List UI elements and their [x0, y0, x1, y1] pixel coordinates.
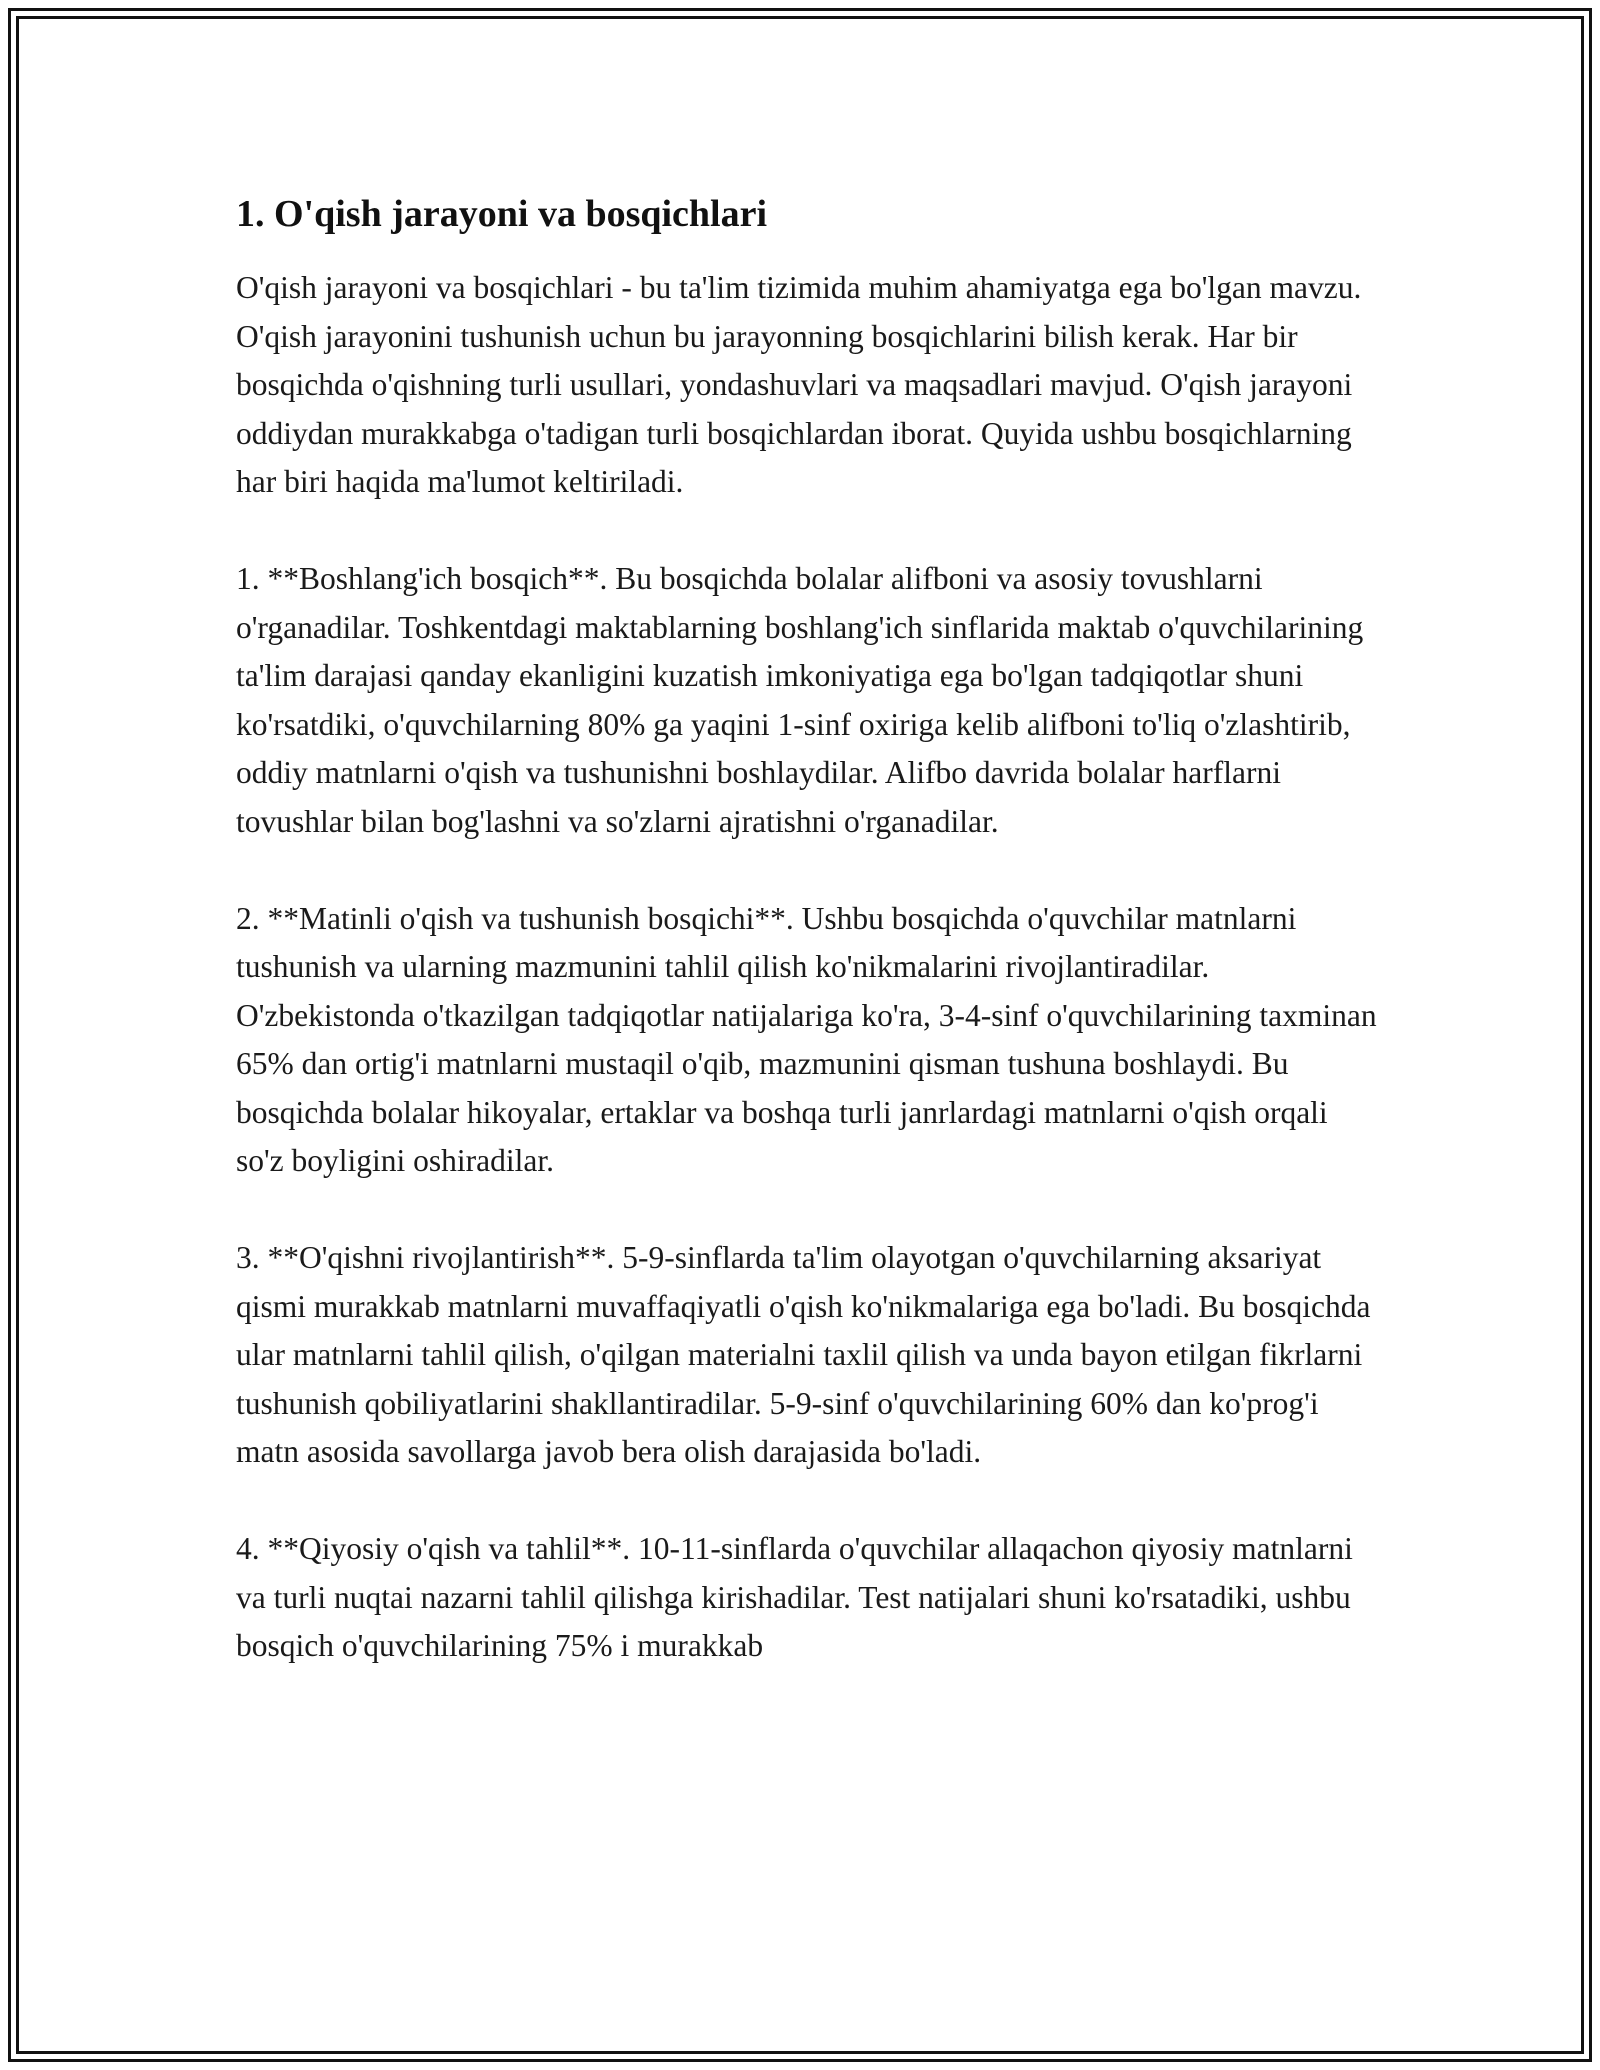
section-heading: 1. O'qish jarayoni va bosqichlari [236, 193, 768, 235]
document-body [236, 186, 1378, 1719]
stage-4-paragraph: 4. **Qiyosiy o'qish va tahlil**. 10-11-sinflarda o'quvchilar allaqachon qiyosiy matnlarni va turli nuqtai nazarni tahlil qilishga kirishadilar. Test natijalari shuni ko'rsatadiki, ushbu bosqich o'quvchilarining 75% i murakkab [236, 1531, 1353, 1663]
stage-3-paragraph: 3. **O'qishni rivojlantirish**. 5-9-sinflarda ta'lim olayotgan o'quvchilarning aksariyat qismi murakkab matnlarni muvaffaqiyatli o'qish ko'nikmalariga ega bo'ladi. Bu bosqichda ular matnlarni tahlil qilish, o'qilgan materialni taxlil qilish va unda bayon etilgan fikrlarni tushunish qobiliyatlarini shakllantiradilar. 5-9-sinf o'quvchilarining 60% dan ko'prog'i matn asosida savollarga javob bera olish darajasida bo'ladi. [236, 1240, 1371, 1469]
stage-2-paragraph: 2. **Matinli o'qish va tushunish bosqichi**. Ushbu bosqichda o'quvchilar matnlarni tushunish va ularning mazmunini tahlil qilish ko'nikmalarini rivojlantiradilar. O'zbekistonda o'tkazilgan tadqiqotlar natijalariga ko'ra, 3-4-sinf o'quvchilarining taxminan 65% dan ortig'i matnlarni mustaqil o'qib, mazmunini qisman tushuna boshlaydi. Bu bosqichda bolalar hikoyalar, ertaklar va boshqa turli janrlardagi matnlarni o'qish orqali so'z boyligini oshiradilar. [236, 900, 1377, 1178]
intro-paragraph: O'qish jarayoni va bosqichlari - bu ta'lim tizimida muhim ahamiyatga ega bo'lgan mavzu. O'qish jarayonini tushunish uchun bu jarayonning bosqichlarini bilish kerak. Har bir bosqichda o'qishning turli usullari, yondashuvlari va maqsadlari mavjud. O'qish jarayoni oddiydan murakkabga o'tadigan turli bosqichlardan iborat. Quyida ushbu bosqichlarning har biri haqida ma'lumot keltiriladi. [236, 270, 1362, 499]
stage-1-paragraph: 1. **Boshlang'ich bosqich**. Bu bosqichda bolalar alifboni va asosiy tovushlarni o'rganadilar. Toshkentdagi maktablarning boshlang'ich sinflarida maktab o'quvchilarining ta'lim darajasi qanday ekanligini kuzatish imkoniyatiga ega bo'lgan tadqiqotlar shuni ko'rsatdiki, o'quvchilarning 80% ga yaqini 1-sinf oxiriga kelib alifboni to'liq o'zlashtirib, oddiy matnlarni o'qish va tushunishni boshlaydilar. Alifbo davrida bolalar harflarni tovushlar bilan bog'lashni va so'zlarni ajratishni o'rganadilar. [236, 561, 1364, 839]
